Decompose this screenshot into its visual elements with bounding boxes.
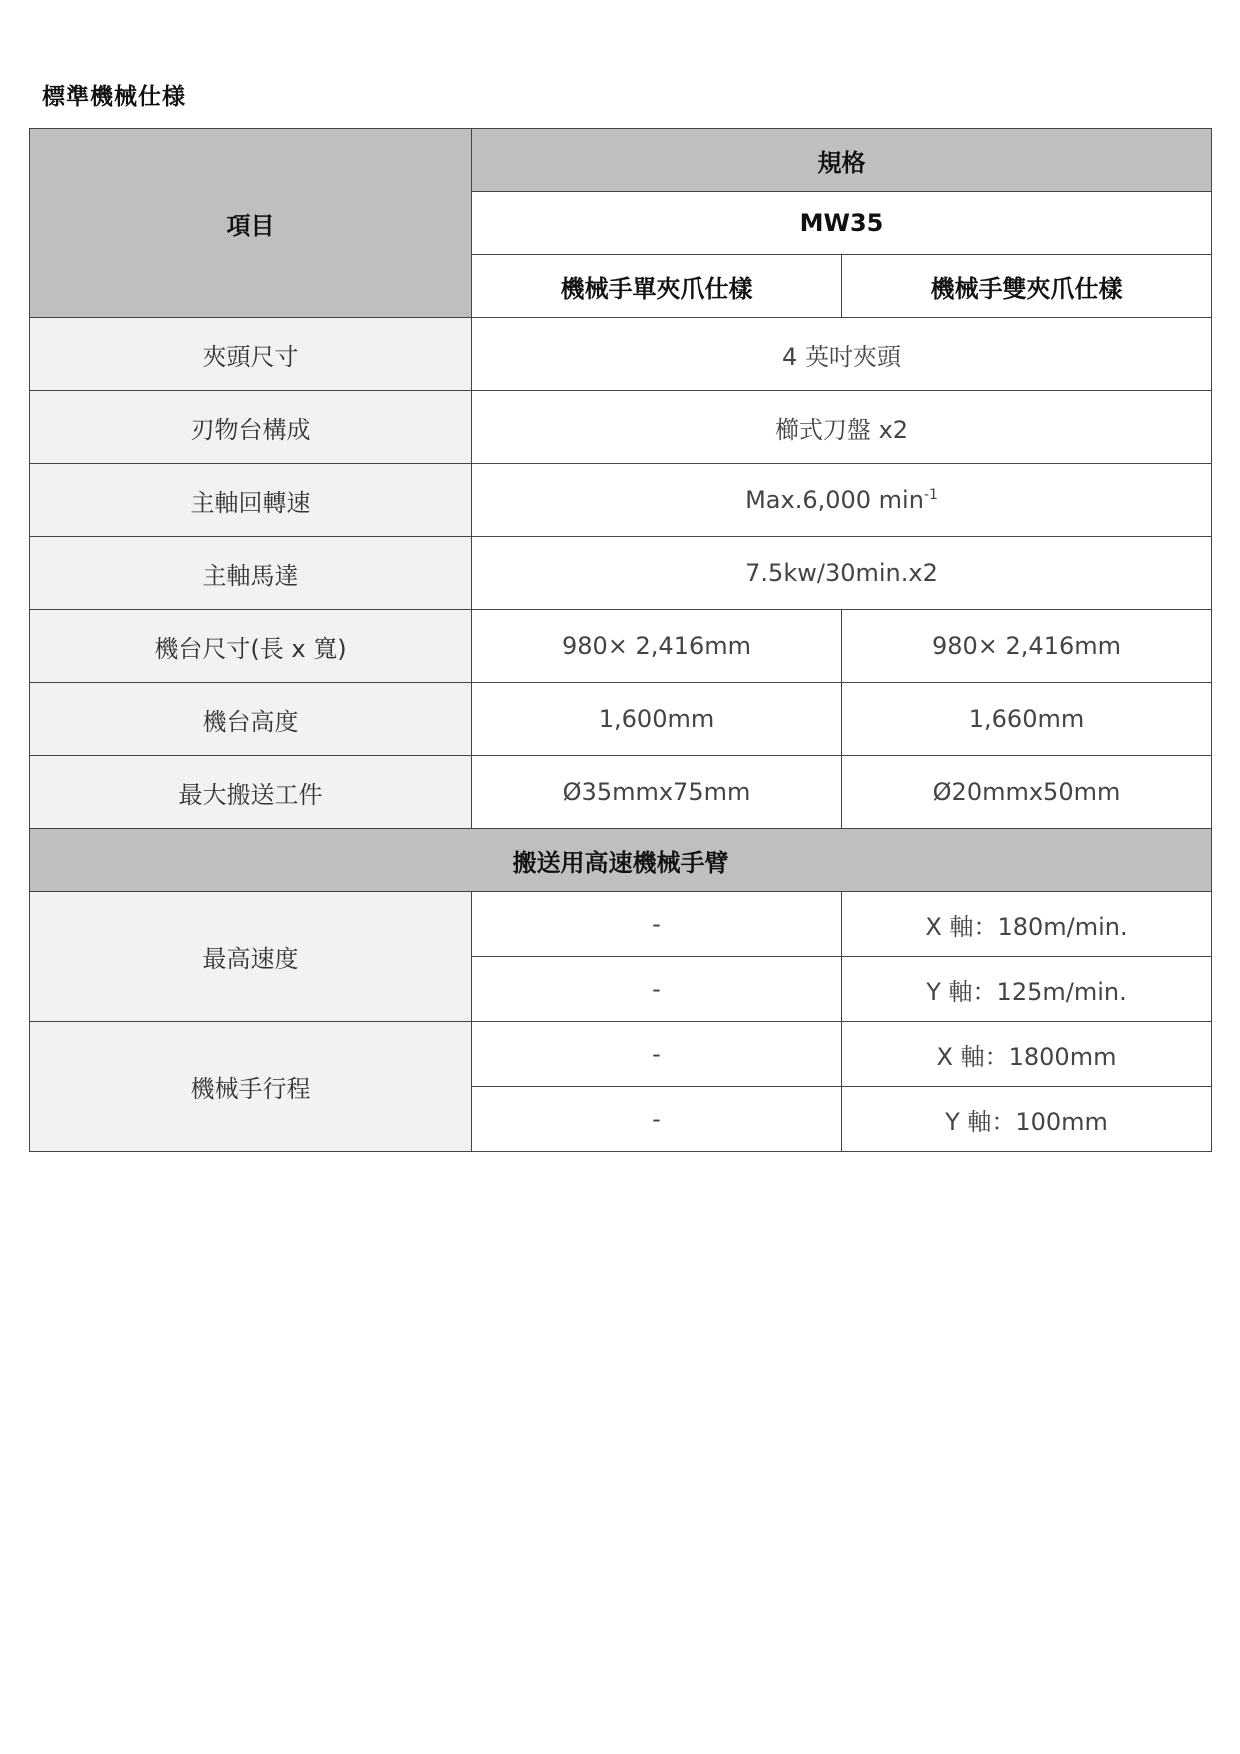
row-value-single: - [472, 957, 842, 1022]
spec-table [29, 128, 1212, 1152]
section-row [30, 829, 1212, 892]
row-value-single: - [472, 1087, 842, 1152]
row-value: 4 英吋夾頭 [472, 318, 1212, 391]
row-value-double: Y 軸：100mm [842, 1087, 1212, 1152]
row-value-single: - [472, 1022, 842, 1087]
row-label: 機台尺寸(長 x 寬) [30, 610, 472, 683]
table-row [30, 756, 1212, 829]
row-value: 7.5kw/30min.x2 [472, 537, 1212, 610]
row-value [472, 464, 1212, 537]
section-heading: 搬送用高速機械手臂 [30, 829, 1212, 892]
row-label: 刃物台構成 [30, 391, 472, 464]
row-label: 主軸回轉速 [30, 464, 472, 537]
row-value-single: Ø35mmx75mm [472, 756, 842, 829]
table-row [30, 683, 1212, 756]
table-row [30, 892, 1212, 957]
table-row [30, 1022, 1212, 1087]
table-row [30, 537, 1212, 610]
row-value: 櫛式刀盤 x2 [472, 391, 1212, 464]
header-item: 項目 [30, 129, 472, 318]
row-value-double: X 軸：180m/min. [842, 892, 1212, 957]
row-value-single: - [472, 892, 842, 957]
table-row [30, 610, 1212, 683]
table-row [30, 464, 1212, 537]
header-model: MW35 [472, 192, 1212, 255]
header-spec: 規格 [472, 129, 1212, 192]
row-label: 機台高度 [30, 683, 472, 756]
header-variant-double: 機械手雙夾爪仕樣 [842, 255, 1212, 318]
row-value-single: 1,600mm [472, 683, 842, 756]
header-variant-single: 機械手單夾爪仕樣 [472, 255, 842, 318]
row-value-double: 1,660mm [842, 683, 1212, 756]
row-label: 主軸馬達 [30, 537, 472, 610]
row-label: 最大搬送工件 [30, 756, 472, 829]
row-value-double: Y 軸：125m/min. [842, 957, 1212, 1022]
spindle-speed-unit-exponent: -1 [923, 487, 938, 503]
row-value-single: 980× 2,416mm [472, 610, 842, 683]
row-value-double: X 軸：1800mm [842, 1022, 1212, 1087]
row-label: 最高速度 [30, 892, 472, 1022]
table-row [30, 391, 1212, 464]
row-value-double: 980× 2,416mm [842, 610, 1212, 683]
page-title: 標準機械仕様 [42, 84, 186, 110]
row-label: 夾頭尺寸 [30, 318, 472, 391]
row-value-double: Ø20mmx50mm [842, 756, 1212, 829]
row-label: 機械手行程 [30, 1022, 472, 1152]
table-row [30, 318, 1212, 391]
spindle-speed-value: Max.6,000 min [745, 486, 924, 514]
